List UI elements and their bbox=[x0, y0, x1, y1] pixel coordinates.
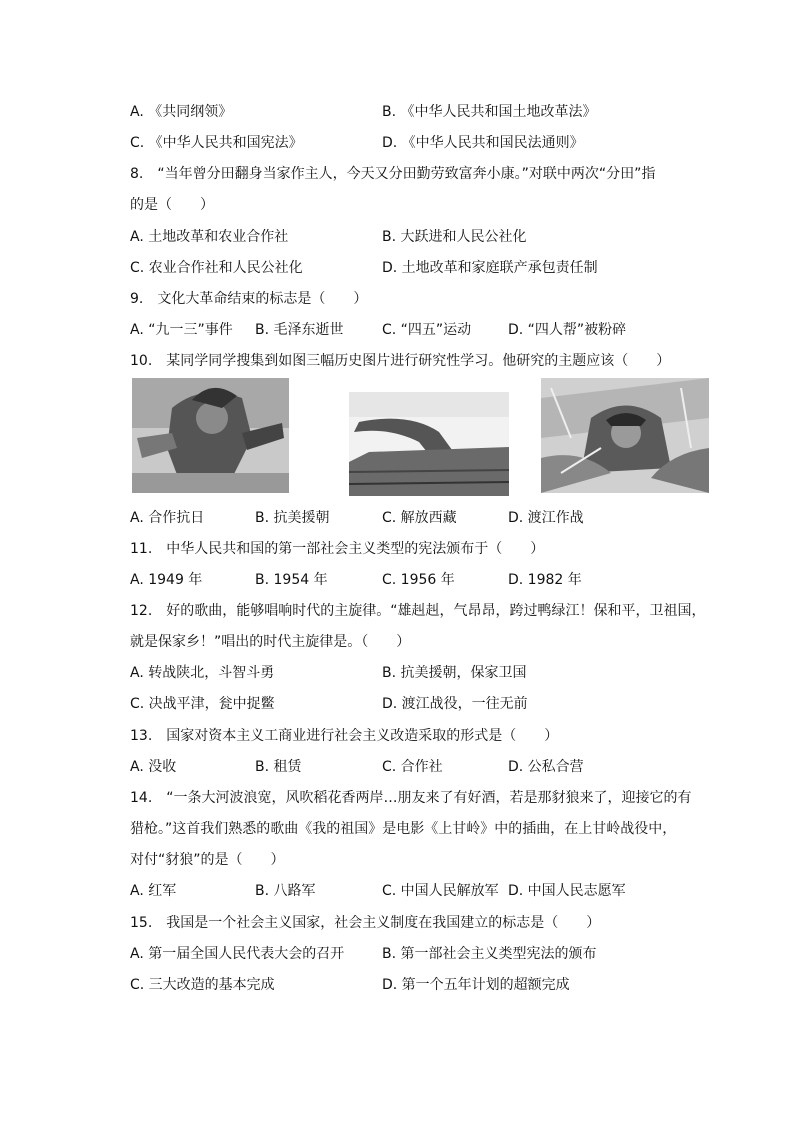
q11-option-d: D. 1982 年 bbox=[508, 572, 582, 588]
q14-stem-line2: 猎枪。”这首我们熟悉的歌曲《我的祖国》是电影《上甘岭》中的插曲，在上甘岭战役中， bbox=[130, 821, 677, 837]
q9-stem: 9. 文化大革命结束的标志是（ ） bbox=[130, 291, 368, 307]
q14-stem-line1: 14. “一条大河波浪宽，风吹稻花香两岸…朋友来了有好酒，若是那豺狼来了，迎接它的有 bbox=[130, 790, 692, 806]
q7-option-c: C. 《中华人民共和国宪法》 bbox=[130, 135, 303, 151]
q11-option-c: C. 1956 年 bbox=[382, 572, 455, 588]
q13-option-d: D. 公私合营 bbox=[508, 759, 584, 775]
q8-option-b: B. 大跃进和人民公社化 bbox=[382, 229, 527, 245]
q8-option-c: C. 农业合作社和人民公社化 bbox=[130, 260, 303, 276]
q10-option-a: A. 合作抗日 bbox=[130, 510, 205, 526]
q9-option-a: A. “九一三”事件 bbox=[130, 322, 233, 338]
q10-option-b: B. 抗美援朝 bbox=[255, 510, 330, 526]
q8-stem-line2: 的是（ ） bbox=[130, 197, 214, 213]
history-photo-3 bbox=[541, 378, 709, 493]
q10-option-d: D. 渡江作战 bbox=[508, 510, 584, 526]
q14-option-c: C. 中国人民解放军 bbox=[382, 883, 499, 899]
q15-stem: 15. 我国是一个社会主义国家，社会主义制度在我国建立的标志是（ ） bbox=[130, 915, 601, 931]
q14-option-b: B. 八路军 bbox=[255, 883, 316, 899]
q8-option-d: D. 土地改革和家庭联产承包责任制 bbox=[382, 260, 598, 276]
history-photo-1 bbox=[132, 378, 289, 493]
q9-option-b: B. 毛泽东逝世 bbox=[255, 322, 344, 338]
q10-option-c: C. 解放西藏 bbox=[382, 510, 457, 526]
q15-option-c: C. 三大改造的基本完成 bbox=[130, 977, 275, 993]
q7-option-d: D. 《中华人民共和国民法通则》 bbox=[382, 135, 584, 151]
q13-stem: 13. 国家对资本主义工商业进行社会主义改造采取的形式是（ ） bbox=[130, 728, 559, 744]
q12-option-a: A. 转战陕北，斗智斗勇 bbox=[130, 665, 275, 681]
q14-option-a: A. 红军 bbox=[130, 883, 177, 899]
q14-stem-line3: 对付“豺狼”的是（ ） bbox=[130, 852, 285, 868]
q10-stem: 10. 某同学同学搜集到如图三幅历史图片进行研究性学习。他研究的主题应该（ ） bbox=[130, 353, 671, 369]
q12-stem-line1: 12. 好的歌曲，能够唱响时代的主旋律。“雄赳赳，气昂昂，跨过鸭绿江！保和平，卫祖国， bbox=[130, 603, 706, 619]
q12-option-d: D. 渡江战役，一往无前 bbox=[382, 696, 528, 712]
q13-option-b: B. 租赁 bbox=[255, 759, 302, 775]
history-photo-2 bbox=[349, 392, 509, 496]
q7-option-a: A. 《共同纲领》 bbox=[130, 104, 233, 120]
q12-option-b: B. 抗美援朝，保家卫国 bbox=[382, 665, 527, 681]
q13-option-c: C. 合作社 bbox=[382, 759, 443, 775]
q8-stem-line1: 8. “当年曾分田翻身当家作主人，今天又分田勤劳致富奔小康。”对联中两次“分田”指 bbox=[130, 166, 656, 182]
q11-option-a: A. 1949 年 bbox=[130, 572, 203, 588]
q15-option-b: B. 第一部社会主义类型宪法的颁布 bbox=[382, 946, 597, 962]
q12-stem-line2: 就是保家乡！”唱出的时代主旋律是。（ ） bbox=[130, 634, 411, 650]
q8-option-a: A. 土地改革和农业合作社 bbox=[130, 229, 289, 245]
q7-option-b: B. 《中华人民共和国土地改革法》 bbox=[382, 104, 597, 120]
q11-option-b: B. 1954 年 bbox=[255, 572, 328, 588]
q11-stem: 11. 中华人民共和国的第一部社会主义类型的宪法颁布于（ ） bbox=[130, 541, 545, 557]
q15-option-a: A. 第一届全国人民代表大会的召开 bbox=[130, 946, 345, 962]
q15-option-d: D. 第一个五年计划的超额完成 bbox=[382, 977, 570, 993]
q12-option-c: C. 决战平津，瓮中捉鳖 bbox=[130, 696, 275, 712]
q13-option-a: A. 没收 bbox=[130, 759, 177, 775]
q14-option-d: D. 中国人民志愿军 bbox=[508, 883, 626, 899]
q9-option-d: D. “四人帮”被粉碎 bbox=[508, 322, 627, 338]
q9-option-c: C. “四五”运动 bbox=[382, 322, 472, 338]
